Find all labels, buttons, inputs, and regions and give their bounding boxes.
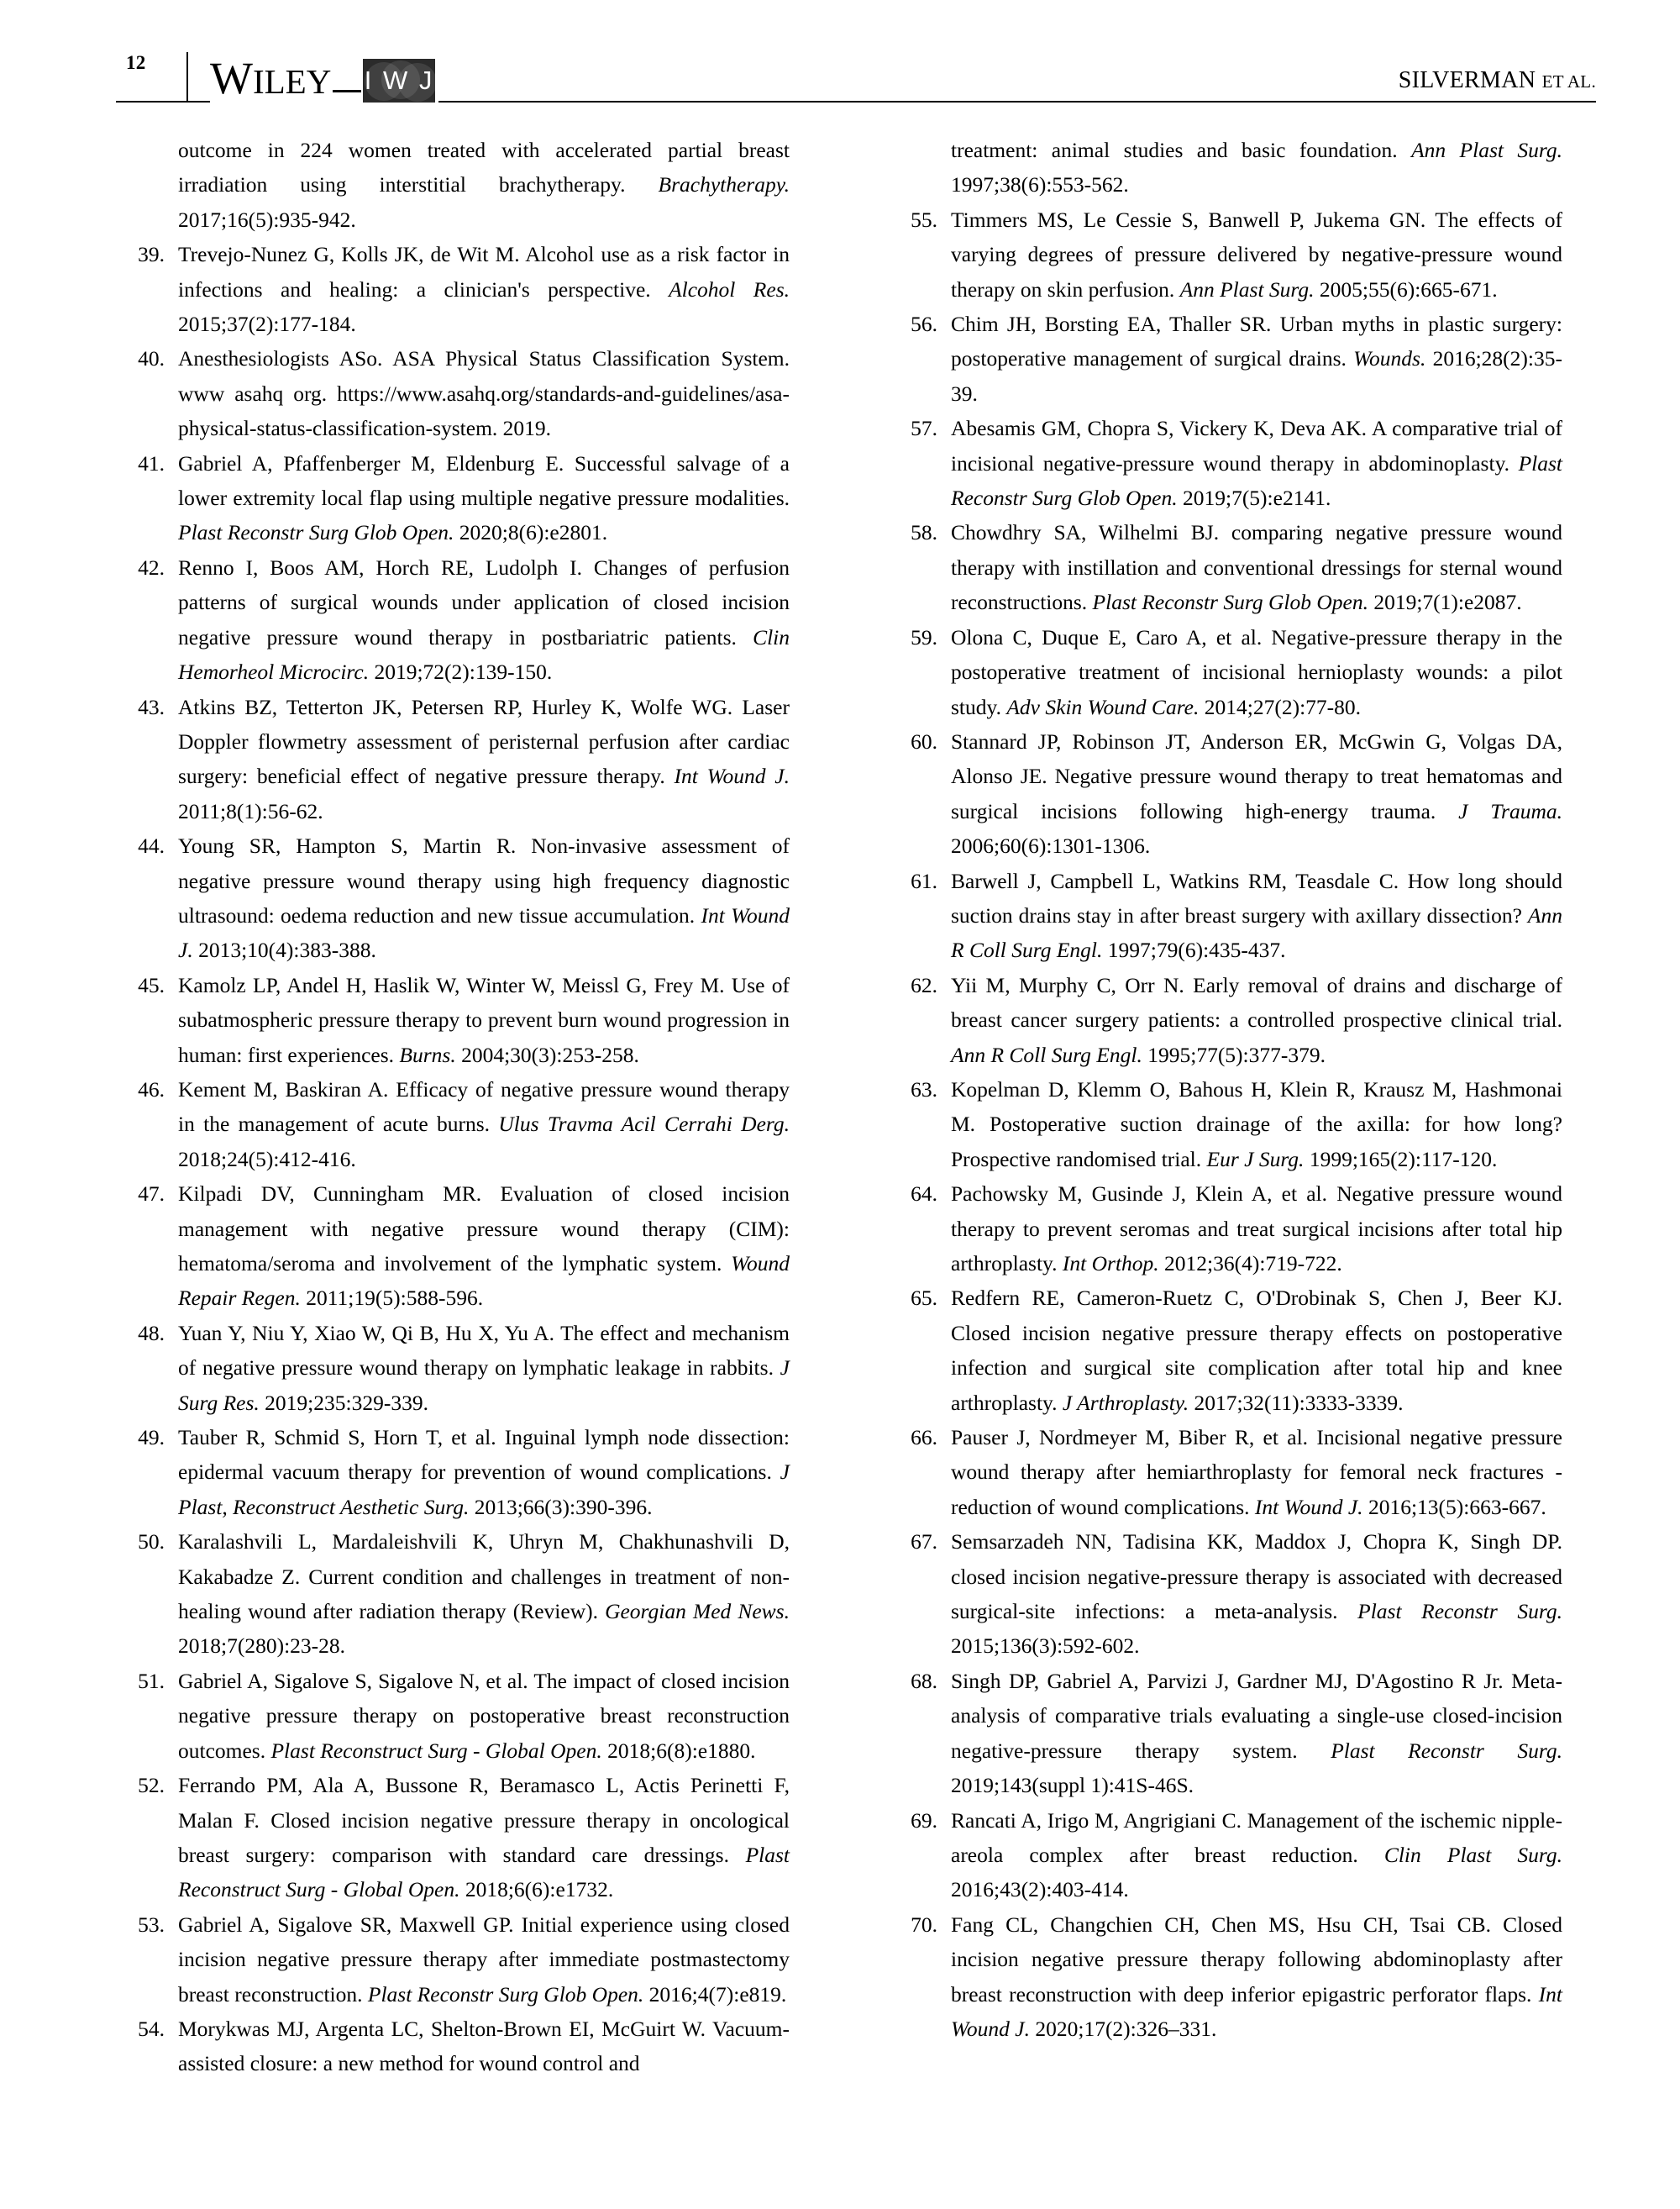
reference-text: [178, 1524, 790, 1664]
wiley-dash-icon: [333, 90, 361, 92]
reference-segment: Abesamis GM, Chopra S, Vickery K, Deva AK. A comparative trial of incisional negative-pressure wound therapy in abdominoplasty.: [951, 416, 1562, 476]
reference-number: 47.: [138, 1181, 165, 1207]
reference-text: [951, 864, 1562, 968]
reference-number: 57.: [911, 416, 937, 441]
reference-segment: 2005;55(6):665-671.: [1314, 276, 1498, 302]
journal-title: Clin Plast Surg.: [1383, 1842, 1562, 1867]
journal-title: Plast Reconstr Surg Glob Open.: [178, 520, 454, 545]
reference-segment: 2016;28(2):35-39.: [951, 346, 1562, 406]
reference-segment: 2017;16(5):935-942.: [178, 207, 356, 232]
journal-title: Int Wound J.: [178, 902, 790, 963]
journal-title: Eur J Surg.: [1206, 1146, 1305, 1171]
reference-segment: 2020;8(6):e2801.: [454, 520, 608, 545]
reference-item: [890, 307, 1562, 411]
reference-segment: Trevejo-Nunez G, Kolls JK, de Wit M. Alcohol use as a risk factor in infections and healing: a clinician's perspective.: [178, 242, 790, 302]
reference-item: [890, 202, 1562, 307]
reference-number: 52.: [138, 1773, 165, 1798]
wiley-wordmark: [210, 55, 361, 104]
reference-text: [951, 968, 1562, 1072]
reference-segment: Atkins BZ, Tetterton JK, Petersen RP, Hurley K, Wolfe WG. Laser Doppler flowmetry assessment of peristernal perfusion after cardiac surgery: beneficial effect of negative pressure therapy.: [178, 694, 790, 789]
wiley-initial: W: [210, 53, 253, 103]
reference-item: [118, 828, 790, 968]
left-column: [118, 133, 790, 2081]
reference-segment: Redfern RE, Cameron-Ruetz C, O'Drobinak S, Chen J, Beer KJ. Closed incision negative pressure therapy effects on postoperative infection and surgical site complication after total hip and knee arthroplasty.: [951, 1286, 1562, 1415]
reference-item: [890, 1907, 1562, 2047]
header-vertical-rule: [186, 52, 188, 103]
journal-title: Plast Reconstr Surg Glob Open.: [367, 1981, 644, 2007]
reference-segment: 2018;6(6):e1732.: [459, 1877, 614, 1902]
reference-number: 68.: [911, 1668, 937, 1693]
reference-text: [951, 1803, 1562, 1907]
reference-number: 42.: [138, 555, 165, 580]
reference-item: [118, 1768, 790, 1907]
reference-item: [890, 968, 1562, 1072]
journal-title: Int Orthop.: [1062, 1251, 1159, 1275]
reference-segment: Chim JH, Borsting EA, Thaller SR. Urban myths in plastic surgery: postoperative management of surgical drains.: [951, 312, 1562, 371]
reference-item: [890, 133, 1562, 202]
wiley-smallcaps: ILEY: [252, 62, 332, 101]
reference-number: 55.: [911, 207, 937, 232]
reference-item: [118, 2012, 790, 2081]
reference-segment: 2014;27(2):77-80.: [1199, 694, 1362, 719]
reference-item: [890, 411, 1562, 515]
reference-segment: 1997;79(6):435-437.: [1102, 938, 1286, 963]
reference-item: [118, 1664, 790, 1768]
reference-segment: 2013;10(4):383-388.: [192, 938, 376, 963]
reference-text: [951, 1281, 1562, 1420]
reference-segment: 2019;235:329-339.: [259, 1390, 428, 1415]
journal-title: Clin Hemorheol Microcirc.: [178, 624, 790, 685]
reference-item: [118, 1907, 790, 2012]
journal-title: Wound Repair Regen.: [178, 1251, 790, 1311]
reference-number: 63.: [911, 1076, 937, 1102]
journal-title: Alcohol Res.: [669, 276, 790, 302]
reference-item: [118, 968, 790, 1072]
reference-item: [118, 446, 790, 550]
reference-segment: Morykwas MJ, Argenta LC, Shelton-Brown EI, McGuirt W. Vacuum-assisted closure: a new method for wound control and: [178, 2016, 790, 2076]
reference-number: 48.: [138, 1320, 165, 1345]
journal-title: Int Wound J.: [1254, 1494, 1363, 1519]
reference-segment: treatment: animal studies and basic foundation.: [951, 138, 1412, 162]
reference-text: [951, 515, 1562, 619]
reference-text: [178, 2012, 790, 2081]
reference-text: [178, 1768, 790, 1907]
reference-segment: 2019;7(1):e2087.: [1368, 590, 1522, 615]
reference-number: 56.: [911, 312, 937, 337]
reference-segment: Tauber R, Schmid S, Horn T, et al. Inguinal lymph node dissection: epidermal vacuum therapy for prevention of wound complications.: [178, 1425, 790, 1485]
reference-number: 46.: [138, 1076, 165, 1102]
reference-item: [890, 1664, 1562, 1803]
reference-segment: Fang CL, Changchien CH, Chen MS, Hsu CH, Tsai CB. Closed incision negative pressure therapy following abdominoplasty after breast reconstruction with deep inferior epigastric perforator flaps.: [951, 1912, 1562, 2007]
reference-number: 45.: [138, 972, 165, 997]
reference-number: 70.: [911, 1912, 937, 1937]
reference-segment: Semsarzadeh NN, Tadisina KK, Maddox J, Chopra K, Singh DP. closed incision negative-pressure therapy is associated with decreased surgical-site infections: a meta-analysis.: [951, 1529, 1562, 1624]
reference-segment: 2019;143(suppl 1):41S-46S.: [951, 1773, 1194, 1798]
reference-text: [951, 1072, 1562, 1176]
reference-segment: 1995;77(5):377-379.: [1142, 1042, 1326, 1067]
iwj-badge-label: I W J: [364, 66, 434, 95]
journal-title: Ulus Travma Acil Cerrahi Derg.: [498, 1112, 790, 1137]
reference-item: [890, 1524, 1562, 1664]
reference-item: [890, 1176, 1562, 1281]
reference-text: [951, 307, 1562, 411]
reference-segment: Yii M, Murphy C, Orr N. Early removal of drains and discharge of breast cancer surgery patients: a controlled prospective clinical trial.: [951, 972, 1562, 1033]
running-author-etal: ET AL.: [1541, 71, 1596, 92]
reference-text: [178, 446, 790, 550]
journal-title: J Plast, Reconstruct Aesthetic Surg.: [178, 1460, 790, 1519]
reference-number: 60.: [911, 728, 937, 754]
journal-title: J Surg Res.: [178, 1355, 790, 1415]
reference-number: 65.: [911, 1286, 937, 1311]
reference-text: [178, 1072, 790, 1176]
reference-item: [890, 1072, 1562, 1176]
journal-title: Ann R Coll Surg Engl.: [951, 1042, 1142, 1067]
journal-title: Plast Reconstruct Surg - Global Open.: [270, 1738, 602, 1763]
reference-text: [178, 133, 790, 237]
reference-item: [890, 515, 1562, 619]
journal-title: Brachytherapy.: [658, 172, 790, 197]
reference-list-right: [890, 133, 1562, 2046]
reference-text: [951, 1907, 1562, 2047]
reference-text: [951, 1664, 1562, 1803]
reference-number: 58.: [911, 520, 937, 545]
journal-title: Plast Reconstr Surg Glob Open.: [951, 450, 1562, 511]
journal-title: Ann Plast Surg.: [1411, 138, 1562, 162]
reference-segment: Gabriel A, Sigalove S, Sigalove N, et al. The impact of closed incision negative pressure therapy on postoperative breast reconstruction outcomes.: [178, 1668, 790, 1763]
reference-item: [118, 1176, 790, 1316]
reference-number: 62.: [911, 972, 937, 997]
reference-text: [178, 1907, 790, 2012]
reference-segment: 2016;4(7):e819.: [643, 1981, 787, 2007]
reference-item: [118, 133, 790, 237]
reference-segment: Chowdhry SA, Wilhelmi BJ. comparing negative pressure wound therapy with instillation and conventional dressings for sternal wound reconstructions.: [951, 520, 1562, 615]
reference-number: 69.: [911, 1807, 937, 1833]
reference-segment: Ferrando PM, Ala A, Bussone R, Beramasco L, Actis Perinetti F, Malan F. Closed incision negative pressure therapy in oncological breast surgery: comparison with standard care dressings.: [178, 1773, 790, 1867]
reference-segment: 2011;8(1):56-62.: [178, 798, 323, 823]
reference-segment: 2012;36(4):719-722.: [1158, 1251, 1342, 1275]
reference-number: 53.: [138, 1912, 165, 1937]
journal-title: Plast Reconstr Surg Glob Open.: [1092, 590, 1368, 615]
reference-segment: Renno I, Boos AM, Horch RE, Ludolph I. Changes of perfusion patterns of surgical wounds under application of closed incision negative pressure wound therapy in postbariatric patients.: [178, 555, 790, 650]
reference-text: [178, 690, 790, 829]
running-head: [0, 52, 1680, 108]
iwj-journal-badge: [363, 59, 435, 103]
right-column: [890, 133, 1562, 2046]
reference-number: 59.: [911, 624, 937, 650]
journal-title: Adv Skin Wound Care.: [1006, 694, 1200, 719]
reference-segment: Pauser J, Nordmeyer M, Biber R, et al. Incisional negative pressure wound therapy after hemiarthroplasty for femoral neck fractures - reduction of wound complications.: [951, 1425, 1562, 1519]
journal-title: J Trauma.: [1458, 798, 1562, 823]
journal-title: Burns.: [399, 1042, 456, 1067]
journal-title: Georgian Med News.: [605, 1599, 790, 1624]
reference-number: 43.: [138, 694, 165, 719]
journal-title: Plast Reconstr Surg.: [1331, 1738, 1562, 1763]
journal-title: Plast Reconstr Surg.: [1357, 1599, 1562, 1624]
reference-number: 67.: [911, 1529, 937, 1554]
reference-item: [890, 1281, 1562, 1420]
reference-number: 64.: [911, 1181, 937, 1207]
reference-segment: Kement M, Baskiran A. Efficacy of negative pressure wound therapy in the management of acute burns.: [178, 1076, 790, 1137]
reference-segment: Karalashvili L, Mardaleishvili K, Uhryn M, Chakhunashvili D, Kakabadze Z. Current condition and challenges in treatment of non-healing wound after radiation therapy (Review).: [178, 1529, 790, 1624]
reference-item: [118, 1524, 790, 1664]
reference-segment: Gabriel A, Pfaffenberger M, Eldenburg E. Successful salvage of a lower extremity local flap using multiple negative pressure modalities.: [178, 450, 790, 511]
reference-text: [178, 550, 790, 690]
reference-text: [951, 1420, 1562, 1524]
reference-segment: 2018;7(280):23-28.: [178, 1633, 346, 1659]
reference-item: [890, 724, 1562, 864]
journal-title: Plast Reconstruct Surg - Global Open.: [178, 1842, 790, 1902]
reference-segment: 2006;60(6):1301-1306.: [951, 834, 1151, 859]
reference-segment: 2011;19(5):588-596.: [300, 1286, 484, 1311]
reference-number: 44.: [138, 834, 165, 859]
reference-number: 41.: [138, 450, 165, 476]
journal-title: J Arthroplasty.: [1062, 1390, 1189, 1415]
wiley-logo: [210, 45, 438, 104]
reference-segment: 2017;32(11):3333-3339.: [1189, 1390, 1404, 1415]
reference-text: [951, 202, 1562, 307]
reference-segment: 2015;136(3):592-602.: [951, 1633, 1140, 1659]
reference-item: [890, 1803, 1562, 1907]
reference-segment: 1999;165(2):117-120.: [1304, 1146, 1498, 1171]
journal-title: Wounds.: [1353, 346, 1426, 371]
reference-item: [118, 690, 790, 829]
reference-item: [118, 550, 790, 690]
reference-number: 49.: [138, 1425, 165, 1450]
reference-number: 40.: [138, 346, 165, 371]
reference-number: 54.: [138, 2016, 165, 2041]
journal-title: Ann R Coll Surg Engl.: [951, 902, 1562, 963]
reference-segment: 2013;66(3):390-396.: [469, 1494, 653, 1519]
reference-segment: Pachowsky M, Gusinde J, Klein A, et al. Negative pressure wound therapy to prevent seromas and treat surgical incisions after total hip arthroplasty.: [951, 1181, 1562, 1275]
journal-title: Ann Plast Surg.: [1179, 276, 1315, 302]
reference-text: [178, 237, 790, 341]
reference-text: [951, 411, 1562, 515]
reference-item: [118, 1072, 790, 1176]
reference-segment: Barwell J, Campbell L, Watkins RM, Teasdale C. How long should suction drains stay in after breast surgery with axillary dissection?: [951, 868, 1562, 928]
reference-segment: Kopelman D, Klemm O, Bahous H, Klein R, Krausz M, Hashmonai M. Postoperative suction drainage of the axilla: for how long? Prospective randomised trial.: [951, 1076, 1562, 1171]
reference-item: [118, 237, 790, 341]
reference-segment: 2016;43(2):403-414.: [951, 1877, 1129, 1902]
reference-segment: 2004;30(3):253-258.: [455, 1042, 639, 1067]
reference-segment: 2018;24(5):412-416.: [178, 1146, 356, 1171]
journal-title: Int Wound J.: [674, 764, 790, 789]
reference-text: [951, 620, 1562, 724]
reference-segment: Stannard JP, Robinson JT, Anderson ER, McGwin G, Volgas DA, Alonso JE. Negative pressure wound therapy to treat hematomas and surgical incisions following high-energy trauma.: [951, 728, 1562, 823]
reference-item: [118, 1420, 790, 1524]
reference-segment: Gabriel A, Sigalove SR, Maxwell GP. Initial experience using closed incision negative pressure therapy after immediate postmastectomy breast reconstruction.: [178, 1912, 790, 2007]
reference-text: [178, 1316, 790, 1420]
reference-segment: 2019;7(5):e2141.: [1177, 486, 1331, 511]
reference-list-left: [118, 133, 790, 2081]
reference-segment: 2020;17(2):326–331.: [1029, 2016, 1217, 2041]
reference-segment: Timmers MS, Le Cessie S, Banwell P, Jukema GN. The effects of varying degrees of pressure delivered by negative-pressure wound therapy on skin perfusion.: [951, 207, 1562, 302]
reference-text: [178, 341, 790, 445]
reference-text: [951, 724, 1562, 864]
reference-segment: Kilpadi DV, Cunningham MR. Evaluation of closed incision management with negative pressure wound therapy (CIM): hematoma/seroma and involvement of the lymphatic system.: [178, 1181, 790, 1275]
reference-text: [178, 1176, 790, 1316]
reference-segment: Olona C, Duque E, Caro A, et al. Negative-pressure therapy in the postoperative treatment of incisional hernioplasty wounds: a pilot study.: [951, 624, 1562, 719]
reference-number: 61.: [911, 868, 937, 893]
reference-number: 50.: [138, 1529, 165, 1554]
reference-item: [118, 1316, 790, 1420]
running-author-name: SILVERMAN: [1398, 67, 1536, 93]
reference-segment: Kamolz LP, Andel H, Haslik W, Winter W, Meissl G, Frey M. Use of subatmospheric pressure therapy to prevent burn wound progression in human: first experiences.: [178, 972, 790, 1067]
reference-segment: 2019;72(2):139-150.: [369, 660, 553, 685]
reference-segment: 2015;37(2):177-184.: [178, 312, 356, 337]
reference-segment: Young SR, Hampton S, Martin R. Non-invasive assessment of negative pressure wound therapy using high frequency diagnostic ultrasound: oedema reduction and new tissue accumulation.: [178, 834, 790, 928]
reference-text: [951, 1524, 1562, 1664]
reference-text: [951, 1176, 1562, 1281]
reference-segment: Anesthesiologists ASo. ASA Physical Status Classification System. www asahq org. https://www.asahq.org/standards-and-guidelines/asa-physical-status-classification-system. 2019.: [178, 346, 790, 441]
reference-number: 66.: [911, 1425, 937, 1450]
reference-segment: Yuan Y, Niu Y, Xiao W, Qi B, Hu X, Yu A. The effect and mechanism of negative pressure wound therapy on lymphatic leakage in rabbits.: [178, 1320, 790, 1381]
journal-title: Int Wound J.: [951, 1981, 1562, 2041]
reference-segment: 1997;38(6):553-562.: [951, 172, 1129, 197]
reference-number: 39.: [138, 242, 165, 267]
reference-text: [951, 133, 1562, 202]
reference-item: [890, 620, 1562, 724]
reference-text: [178, 1664, 790, 1768]
reference-text: [178, 968, 790, 1072]
reference-number: 51.: [138, 1668, 165, 1693]
running-author: [1399, 67, 1596, 94]
reference-segment: 2018;6(8):e1880.: [601, 1738, 756, 1763]
reference-segment: outcome in 224 women treated with accelerated partial breast irradiation using interstitial brachytherapy.: [178, 138, 790, 197]
page-number: 12: [126, 52, 146, 73]
reference-item: [890, 1420, 1562, 1524]
reference-segment: Singh DP, Gabriel A, Parvizi J, Gardner MJ, D'Agostino R Jr. Meta-analysis of comparative trials evaluating a single-use closed-incision negative-pressure therapy system.: [951, 1668, 1562, 1763]
reference-text: [178, 828, 790, 968]
reference-item: [890, 864, 1562, 968]
reference-segment: Rancati A, Irigo M, Angrigiani C. Management of the ischemic nipple-areola complex after breast reduction.: [951, 1807, 1562, 1867]
reference-text: [178, 1420, 790, 1524]
reference-item: [118, 341, 790, 445]
reference-segment: 2016;13(5):663-667.: [1362, 1494, 1546, 1519]
